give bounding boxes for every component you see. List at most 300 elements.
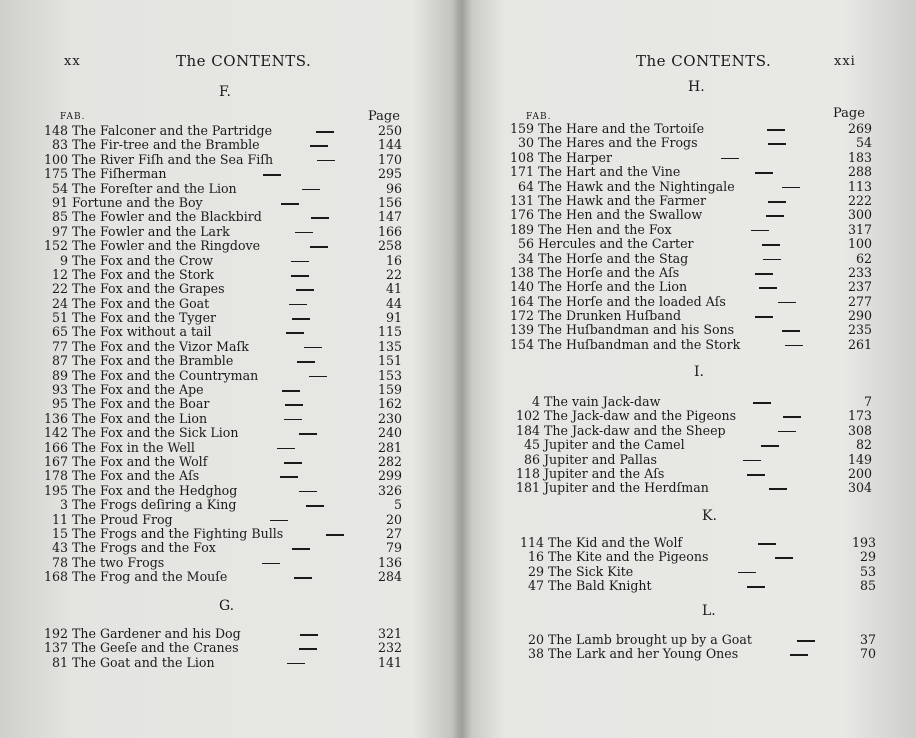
fable-number: 87 [51, 353, 68, 369]
leader-dash [317, 160, 335, 162]
page-number: 240 [377, 425, 402, 441]
fable-title: The Fox and the Stork [72, 266, 214, 282]
leader-dash [797, 640, 815, 642]
fable-title: The Fowler and the Ringdove [72, 238, 261, 254]
fable-number: 131 [509, 192, 534, 208]
page-number: 295 [377, 166, 402, 182]
contents-entry [40, 513, 402, 527]
fable-number: 192 [43, 626, 68, 641]
leader-dash [262, 563, 280, 565]
leader-dash [286, 332, 304, 334]
contents-entry [40, 455, 402, 469]
contents-entry [40, 182, 402, 196]
leader-dash [270, 520, 288, 522]
contents-entry [40, 124, 402, 138]
section-letter-g: G. [219, 598, 235, 614]
leader-dash [743, 460, 761, 462]
page-number: 230 [377, 410, 402, 426]
page-number: 166 [377, 223, 402, 239]
page-number: 44 [385, 295, 402, 311]
leader-dash [299, 433, 317, 435]
page-number: 135 [377, 338, 402, 354]
page-number: 300 [847, 207, 872, 223]
contents-entry [506, 280, 872, 294]
fable-number: 97 [51, 223, 68, 239]
fable-number: 16 [527, 549, 544, 565]
contents-entry [516, 550, 876, 564]
leader-dash [738, 572, 756, 574]
page-number: 96 [385, 180, 402, 196]
fable-number: 4 [531, 394, 540, 409]
leader-dash [306, 505, 324, 507]
page-number: 147 [377, 209, 402, 225]
leader-dash [768, 143, 786, 145]
leader-dash [326, 534, 344, 536]
contents-entry [512, 438, 872, 452]
fable-number: 22 [51, 281, 68, 297]
page-folio: xxi [834, 54, 856, 69]
fable-number: 195 [43, 482, 68, 498]
fable-title: The Fox and the Aſs [72, 468, 200, 484]
fable-title: The Fox in the Well [72, 439, 195, 455]
fable-number: 64 [517, 178, 534, 194]
fable-number: 11 [51, 511, 68, 527]
fable-number: 189 [509, 221, 534, 237]
contents-list-k [516, 536, 876, 594]
fable-title: The Fox and the Sick Lion [72, 425, 239, 441]
contents-entry [40, 297, 402, 311]
section-letter-k: K. [702, 508, 717, 524]
fable-number: 166 [43, 439, 68, 455]
contents-entry [40, 268, 402, 282]
fable-number: 93 [51, 382, 68, 398]
leader-dash [790, 654, 808, 656]
page-number: 233 [847, 264, 872, 280]
fable-title: The Harper [538, 149, 613, 165]
leader-dash [300, 634, 318, 636]
fable-title: The Proud Frog [72, 511, 173, 527]
leader-dash [768, 201, 786, 203]
fable-number: 164 [509, 293, 534, 309]
fable-number: 102 [515, 408, 540, 424]
page-number: 7 [863, 394, 872, 409]
fable-title: The Fir-tree and the Bramble [72, 137, 260, 153]
fable-number: 171 [509, 164, 534, 180]
contents-entry [40, 412, 402, 426]
page-number: 304 [847, 480, 872, 496]
contents-entry [40, 239, 402, 253]
contents-entry [40, 153, 402, 167]
contents-entry [40, 397, 402, 411]
contents-list-i [512, 395, 872, 496]
running-head: The CONTENTS. [636, 52, 772, 70]
page-number: 91 [385, 310, 402, 326]
fable-number: 172 [509, 308, 534, 324]
contents-entry [506, 180, 872, 194]
fable-title: Jupiter and Pallas [544, 451, 657, 467]
page-number: 288 [847, 164, 872, 180]
fable-title: The Hare and the Tortoiſe [538, 121, 705, 136]
contents-entry [40, 210, 402, 224]
fable-title: The Frogs and the Fighting Bulls [72, 525, 284, 541]
page-number: 193 [851, 535, 876, 550]
fable-title: The Jack-daw and the Pigeons [544, 408, 737, 424]
page-number: 235 [847, 322, 872, 338]
contents-entry [512, 453, 872, 467]
contents-entry [40, 167, 402, 181]
page-number: 183 [847, 149, 872, 165]
fable-number: 51 [51, 310, 68, 326]
page-number: 20 [385, 511, 402, 527]
contents-entry [506, 323, 872, 337]
contents-entry [40, 498, 402, 512]
leader-dash [310, 246, 328, 248]
fable-title: The Fox and the Hedghog [72, 482, 238, 498]
page-column-label: Page [368, 109, 400, 124]
contents-entry [40, 426, 402, 440]
page-number: 37 [859, 632, 876, 647]
section-letter-l: L. [702, 603, 716, 619]
contents-entry [40, 225, 402, 239]
fable-title: Jupiter and the Camel [544, 437, 685, 453]
leader-dash [284, 462, 302, 464]
leader-dash [763, 259, 781, 261]
fable-title: The Frogs deſiring a King [72, 497, 237, 513]
page-number: 141 [377, 654, 402, 670]
fable-number: 30 [517, 135, 534, 151]
page-number: 258 [377, 238, 402, 254]
leader-dash [310, 145, 328, 147]
fable-number: 12 [51, 266, 68, 282]
leader-dash [767, 129, 785, 131]
fable-title: The Horſe and the Stag [538, 250, 689, 266]
page-number: 70 [859, 646, 876, 662]
fable-number: 136 [43, 410, 68, 426]
fable-title: The Fox and the Ape [72, 382, 204, 398]
contents-entry [506, 237, 872, 251]
section-letter-f: F. [219, 84, 231, 100]
page-number: 82 [855, 437, 872, 453]
fable-title: The Hen and the Swallow [538, 207, 703, 223]
fable-number: 138 [509, 264, 534, 280]
fable-title: The Fowler and the Lark [72, 223, 230, 239]
page-number: 261 [847, 336, 872, 352]
fable-number: 3 [59, 497, 68, 513]
leader-dash [762, 244, 780, 246]
fable-number: 142 [43, 425, 68, 441]
leader-dash [299, 648, 317, 650]
contents-entry [516, 579, 876, 593]
contents-entry [506, 266, 872, 280]
contents-entry [40, 556, 402, 570]
fable-title: The Huſbandman and the Stork [538, 336, 741, 352]
fable-title: The Fox and the Vizor Maſk [72, 338, 249, 354]
page-number: 113 [847, 178, 872, 194]
fable-title: The Hares and the Frogs [538, 135, 698, 151]
leader-dash [761, 445, 779, 447]
leader-dash [775, 557, 793, 559]
fable-number: 140 [509, 279, 534, 295]
leader-dash [295, 232, 313, 234]
contents-entry [512, 395, 872, 409]
fable-number: 168 [43, 569, 68, 585]
fable-number: 85 [51, 209, 68, 225]
page-number: 156 [377, 194, 402, 210]
page-number: 284 [377, 569, 402, 585]
page-number: 115 [377, 324, 402, 340]
leader-dash [292, 548, 310, 550]
fable-number: 139 [509, 322, 534, 338]
leader-dash [783, 416, 801, 418]
page-number: 162 [377, 396, 402, 412]
leader-dash [281, 203, 299, 205]
fable-title: The Kite and the Pigeons [548, 549, 709, 565]
fable-number: 152 [43, 238, 68, 254]
fable-title: The Hawk and the Farmer [538, 192, 707, 208]
fable-title: The Frogs and the Fox [72, 540, 216, 556]
contents-entry [506, 223, 872, 237]
fable-title: The Hen and the Fox [538, 221, 672, 237]
contents-entry [40, 570, 402, 584]
fable-title: The Horſe and the Lion [538, 279, 688, 295]
leader-dash [721, 158, 739, 160]
page-number: 250 [377, 123, 402, 138]
fable-number: 20 [527, 632, 544, 647]
contents-entry [40, 369, 402, 383]
leader-dash [292, 318, 310, 320]
leader-dash [778, 302, 796, 304]
page-number: 200 [847, 465, 872, 481]
page-number: 326 [377, 482, 402, 498]
contents-entry [40, 138, 402, 152]
page-number: 79 [385, 540, 402, 556]
fable-number: 154 [509, 336, 534, 352]
page-number: 308 [847, 422, 872, 438]
page-number: 100 [847, 236, 872, 252]
page-number: 159 [377, 382, 402, 398]
fable-title: The Horſe and the Aſs [538, 264, 680, 280]
contents-entry [516, 633, 876, 647]
fable-number: 148 [43, 123, 68, 138]
leader-dash [296, 289, 314, 291]
contents-entry [40, 441, 402, 455]
leader-dash [280, 476, 298, 478]
contents-entry [40, 641, 402, 655]
page-number: 144 [377, 137, 402, 153]
page-number: 317 [847, 221, 872, 237]
fable-title: The Fox and the Tyger [72, 310, 217, 326]
running-head: The CONTENTS. [176, 52, 312, 70]
fable-title: The Fox and the Goat [72, 295, 210, 311]
fable-number: 86 [523, 451, 540, 467]
fable-number: 65 [51, 324, 68, 340]
leader-dash [766, 215, 784, 217]
page-number: 290 [847, 308, 872, 324]
page-number: 85 [859, 578, 876, 594]
fable-title: Jupiter and the Aſs [544, 465, 665, 481]
leader-dash [759, 287, 777, 289]
leader-dash [755, 172, 773, 174]
contents-list-g [40, 627, 402, 670]
leader-dash [309, 376, 327, 378]
fable-number: 184 [515, 422, 540, 438]
fable-title: The Fox and the Crow [72, 252, 214, 268]
fable-title: The Fox and the Lion [72, 410, 208, 426]
page-number: 27 [385, 525, 402, 541]
contents-entry [40, 541, 402, 555]
contents-entry [506, 194, 872, 208]
contents-entry [40, 354, 402, 368]
fable-number: 77 [51, 338, 68, 354]
contents-list-h [506, 122, 872, 352]
fable-number: 159 [509, 121, 534, 136]
contents-entry [40, 627, 402, 641]
page-number: 149 [847, 451, 872, 467]
fable-number: 83 [51, 137, 68, 153]
fable-number: 167 [43, 453, 68, 469]
fable-number: 114 [519, 535, 544, 550]
fable-title: The Foreſter and the Lion [72, 180, 237, 196]
fab-column-label: FAB. [60, 112, 86, 122]
page-number: 22 [385, 266, 402, 282]
fable-number: 95 [51, 396, 68, 412]
leader-dash [755, 273, 773, 275]
fable-title: The Frog and the Mouſe [72, 569, 228, 585]
page-number: 53 [859, 563, 876, 579]
fable-title: The Bald Knight [548, 578, 652, 594]
contents-entry [40, 325, 402, 339]
fable-number: 43 [51, 540, 68, 556]
contents-entry [40, 340, 402, 354]
fable-title: The Fiſherman [72, 166, 167, 182]
fable-number: 181 [515, 480, 540, 496]
leader-dash [289, 304, 307, 306]
contents-list-f [40, 124, 402, 585]
fable-title: Jupiter and the Herdſman [544, 480, 709, 496]
page-number: 62 [855, 250, 872, 266]
contents-entry [512, 424, 872, 438]
fable-number: 78 [51, 554, 68, 570]
fable-number: 54 [51, 180, 68, 196]
contents-entry [40, 656, 402, 670]
leader-dash [782, 330, 800, 332]
page-number: 136 [377, 554, 402, 570]
page-number: 170 [377, 151, 402, 167]
fable-number: 137 [43, 640, 68, 656]
leader-dash [263, 174, 281, 176]
page-folio: xx [64, 54, 81, 69]
contents-entry [40, 311, 402, 325]
contents-entry [506, 165, 872, 179]
fable-title: The Fox and the Boar [72, 396, 210, 412]
fab-column-label: FAB. [526, 112, 552, 122]
right-page [466, 0, 916, 738]
leader-dash [785, 345, 803, 347]
fable-number: 56 [517, 236, 534, 252]
contents-entry [40, 383, 402, 397]
page-number: 237 [847, 279, 872, 295]
fable-number: 89 [51, 367, 68, 383]
fable-title: The Gardener and his Dog [72, 626, 241, 641]
leader-dash [294, 577, 312, 579]
fable-title: The Fowler and the Blackbird [72, 209, 262, 225]
leader-dash [299, 491, 317, 493]
leader-dash [311, 217, 329, 219]
leader-dash [285, 404, 303, 406]
contents-entry [512, 467, 872, 481]
fable-title: The Falconer and the Partridge [72, 123, 273, 138]
fable-title: The Horſe and the loaded Aſs [538, 293, 726, 309]
section-letter-h: H. [688, 79, 705, 95]
fable-number: 38 [527, 646, 544, 662]
section-letter-i: I. [694, 364, 704, 380]
page-number: 16 [385, 252, 402, 268]
page-number: 281 [377, 439, 402, 455]
leader-dash [747, 474, 765, 476]
page-number: 153 [377, 367, 402, 383]
page-column-label: Page [833, 106, 865, 121]
fable-title: The Kid and the Wolf [548, 535, 683, 550]
fable-number: 45 [523, 437, 540, 453]
contents-entry [506, 252, 872, 266]
page-number: 282 [377, 453, 402, 469]
leader-dash [291, 275, 309, 277]
fable-title: The vain Jack-daw [544, 394, 661, 409]
contents-entry [506, 295, 872, 309]
fable-number: 34 [517, 250, 534, 266]
leader-dash [277, 448, 295, 450]
fable-number: 24 [51, 295, 68, 311]
fable-title: The Fox and the Wolf [72, 453, 208, 469]
fable-title: The Geeſe and the Cranes [72, 640, 239, 656]
leader-dash [282, 390, 300, 392]
leader-dash [304, 347, 322, 349]
fable-title: The River Fiſh and the Sea Fiſh [72, 151, 274, 167]
fable-number: 91 [51, 194, 68, 210]
contents-entry [506, 309, 872, 323]
contents-entry [506, 338, 872, 352]
contents-entry [506, 208, 872, 222]
leader-dash [291, 261, 309, 263]
leader-dash [284, 419, 302, 421]
fable-title: The Huſbandman and his Sons [538, 322, 735, 338]
page-number: 173 [847, 408, 872, 424]
leader-dash [755, 316, 773, 318]
page-number: 321 [377, 626, 402, 641]
contents-entry [40, 484, 402, 498]
page-number: 5 [393, 497, 402, 513]
contents-entry [512, 481, 872, 495]
contents-entry [506, 136, 872, 150]
leader-dash [297, 361, 315, 363]
fable-title: The two Frogs [72, 554, 165, 570]
page-number: 41 [385, 281, 402, 297]
fable-number: 175 [43, 166, 68, 182]
fable-title: Hercules and the Carter [538, 236, 694, 252]
contents-entry [40, 196, 402, 210]
page-number: 29 [859, 549, 876, 565]
fable-title: The Fox without a tail [72, 324, 212, 340]
fable-title: The Hart and the Vine [538, 164, 681, 180]
contents-entry [40, 282, 402, 296]
leader-dash [753, 402, 771, 404]
fable-title: The Lark and her Young Ones [548, 646, 739, 662]
fable-number: 81 [51, 654, 68, 670]
page-number: 222 [847, 192, 872, 208]
leader-dash [769, 488, 787, 490]
fable-number: 15 [51, 525, 68, 541]
contents-entry [512, 409, 872, 423]
